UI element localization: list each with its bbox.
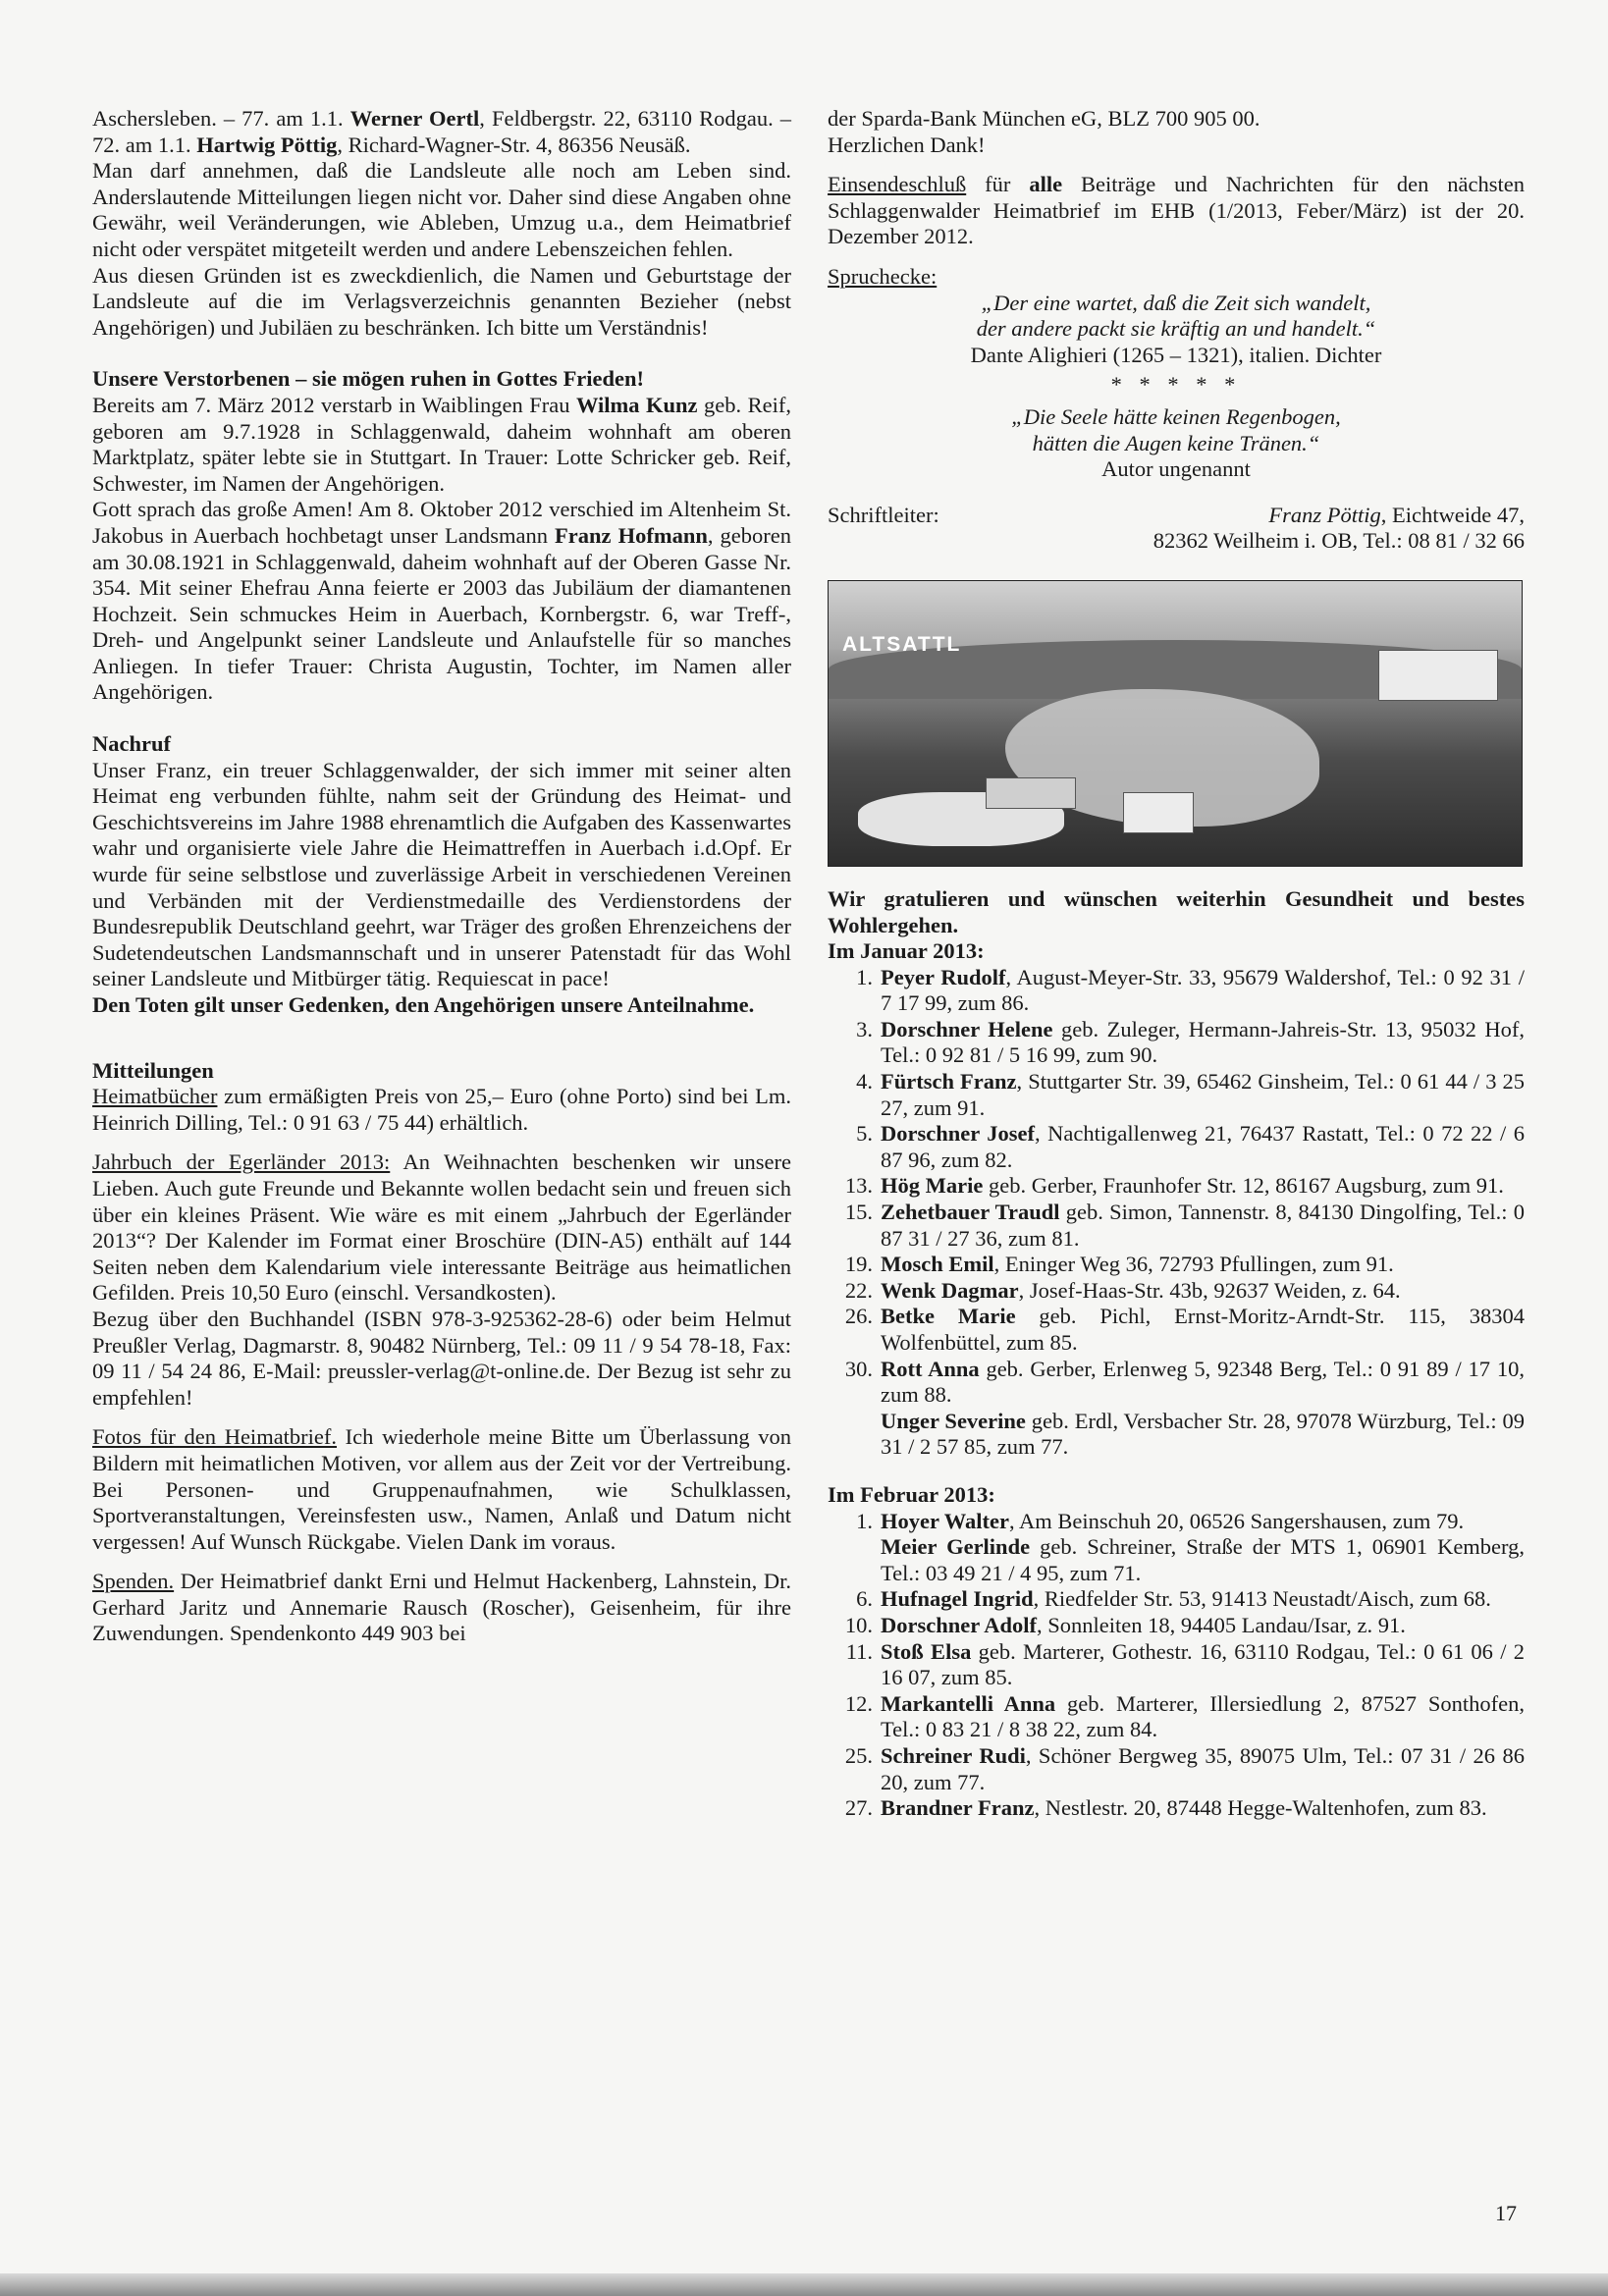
list-item: 1. Peyer Rudolf, August-Meyer-Str. 33, 95679 Waldershof, Tel.: 0 92 31 / 7 17 99, zum 86. [856, 964, 1525, 1016]
list-item: 12. Markantelli Anna geb. Marterer, Illersiedlung 2, 87527 Sonthofen, Tel.: 0 83 21 / 8 38 22, zum 84. [844, 1690, 1525, 1742]
photo-label: ALTSATTL [842, 632, 962, 656]
nachruf-text: Unser Franz, ein treuer Schlaggenwalder, der sich immer mit seiner alten Heimat eng verbunden fühlte, nahm seit der Gründung des Heimat- und Geschichtsvereins im Jahre 1988 ehrenamtlich die Aufgaben des Kassenwartes wahr und organisierte viele Jahre die Heimattreffen in Auerbach i.d.Opf. Er wurde für seine selbstlose und zuverlässige Arbeit in verschiedenen Vereinen und Verbänden mit der Verdienstmedaille des Verdienstordens der Bundesrepublik Deutschland geehrt, war Träger des großen Ehrenzeichens der Sudetendeutschen Landsmannschaft und in unserer Patenstadt für das Wohl seiner Landsleute und Mitbürger tätig. Requiescat in pace! [92, 757, 791, 991]
list-item: 5. Dorschner Josef, Nachtigallenweg 21, 76437 Rastatt, Tel.: 0 72 22 / 6 87 96, zum 82. [856, 1121, 1526, 1172]
editor-name: Franz Pöttig [1268, 502, 1381, 527]
heading-nachruf: Nachruf [92, 731, 171, 757]
notice-spenden: Spenden. Der Heimatbrief dankt Erni und Helmut Hackenberg, Lahnstein, Dr. Gerhard Jaritz und Annemarie Rausch (Roscher), Geisenheim, für ihre Zuwendungen. Spendenkonto 449 903 bei [92, 1569, 791, 1646]
person-name: Rott Anna [881, 1356, 980, 1381]
heading-january: Im Januar 2013: [828, 938, 985, 964]
notice-heimatbuecher: Heimatbücher zum ermäßigten Preis von 25,– Euro (ohne Porto) sind bei Lm. Heinrich Dilling, Tel.: 0 91 63 / 75 44) erhältlich. [92, 1084, 791, 1135]
person-name: Peyer Rudolf [881, 964, 1006, 989]
editor-block: Schriftleiter: Franz Pöttig, Eichtweide 47, 82362 Weilheim i. OB, Tel.: 08 81 / 32 66 [828, 502, 1525, 554]
person-name: Zehetbauer Traudl [881, 1200, 1060, 1225]
paragraph-reasons: Aus diesen Gründen ist es zweckdienlich, die Namen und Geburtstage der Landsleute auf die im Verlagsverzeichnis genannten Bezieher (nebst Angehörigen) und Jubiläen zu beschränken. Ich bitte um Verständnis! [92, 262, 791, 340]
obituary-franz-hofmann: Gott sprach das große Amen! Am 8. Oktober 2012 verschied im Altenheim St. Jakobus in Auerbach hochbetagt unser Landsmann Franz Hofmann, geboren am 30.08.1921 in Schlaggenwald, daheim wohnhaft auf der Oberen Gasse Nr. 354. Mit seiner Ehefrau Anna feierte er 2003 das Jubiläum der diamantenen Hochzeit. Sein schmuckes Heim in Auerbach, Kornbergstr. 6, war Treff-, Dreh- und Angelpunkt seiner Landsleute und Anlaufstelle für so manches Anliegen. In tiefer Trauer: Christa Augustin, Tochter, im Namen aller Angehörigen. [92, 497, 791, 705]
quote-dante: „Der eine wartet, daß die Zeit sich wandelt, der andere packt sie kräftig an und handelt.“ Dante Alighieri (1265 – 1321), italien. Dichter * * * * * „Die Seele hätte keinen Regenbogen, hätten die Augen keine Tränen.“ Autor ungenannt [828, 291, 1525, 483]
altsattl-photo [828, 580, 1523, 867]
person-name: Wenk Dagmar [881, 1277, 1019, 1303]
person-name: Markantelli Anna [881, 1690, 1056, 1716]
notice-jahrbuch: Jahrbuch der Egerländer 2013: An Weihnachten beschenken wir unsere Lieben. Auch gute Freunde und Bekannte wollen bedacht sein und freuen sich über ein kleines Präsent. Wie wäre es mit einem „Jahrbuch der Egerländer 2013“? Der Kalender im Format einer Broschüre (DIN-A5) enthält auf 144 Seiten neben dem Kalendarium viele interessante Beiträge aus heimatlichen Gefilden. Preis 10,50 Euro (einschl. Versandkosten). [92, 1149, 791, 1306]
right-column [828, 106, 1525, 1822]
left-column [92, 106, 791, 1647]
paragraph-birthdays-continued: Aschersleben. – 77. am 1.1. Werner Oertl, Feldbergstr. 22, 63110 Rodgau. – 72. am 1.1. Hartwig Pöttig, Richard-Wagner-Str. 4, 86356 Neusäß. [92, 106, 791, 157]
person-name: Meier Gerlinde [881, 1534, 1031, 1560]
person-name: Schreiner Rudi [881, 1742, 1026, 1768]
quote-author: Autor ungenannt [1101, 456, 1251, 482]
list-item: 27. Brandner Franz, Nestlestr. 20, 87448 Hegge-Waltenhofen, zum 83. [844, 1795, 1487, 1821]
list-item: 13. Hög Marie geb. Gerber, Fraunhofer Str. 12, 86167 Augsburg, zum 91. [844, 1173, 1504, 1199]
person-name: Fürtsch Franz [881, 1069, 1017, 1095]
person-name: Unger Severine [881, 1408, 1026, 1433]
deadline-notice: Einsendeschluß für alle Beiträge und Nachrichten für den nächsten Schlaggenwalder Heimatbrief im EHB (1/2013, Feber/März) ist der 20. Dezember 2012. [828, 172, 1525, 249]
person-name: Dorschner Josef [881, 1121, 1036, 1147]
name-werner-oertl: Werner Oertl [349, 106, 480, 131]
heading-deceased: Unsere Verstorbenen – sie mögen ruhen in Gottes Frieden! [92, 366, 645, 392]
stars-divider: * * * * * [1110, 372, 1242, 398]
list-item: 25. Schreiner Rudi, Schöner Bergweg 35, 89075 Ulm, Tel.: 07 31 / 26 86 20, zum 77. [844, 1742, 1525, 1794]
list-item: 15. Zehetbauer Traudl geb. Simon, Tannenstr. 8, 84130 Dingolfing, Tel.: 0 87 31 / 27 36, zum 81. [844, 1200, 1525, 1251]
january-birthday-list [828, 965, 1525, 1461]
list-item: 3. Dorschner Helene geb. Zuleger, Hermann-Jahreis-Str. 13, 95032 Hof, Tel.: 0 92 81 / 5 16 99, zum 90. [856, 1016, 1525, 1068]
list-item: 19. Mosch Emil, Eninger Weg 36, 72793 Pfullingen, zum 91. [844, 1252, 1394, 1277]
heading-spruchecke: Spruchecke: [828, 263, 938, 289]
list-item: 26. Betke Marie geb. Pichl, Ernst-Moritz-Arndt-Str. 115, 38304 Wolfenbüttel, zum 85. [844, 1304, 1525, 1355]
person-name: Dorschner Helene [881, 1016, 1053, 1041]
nachruf-closing: Den Toten gilt unser Gedenken, den Angehörigen unsere Anteilnahme. [92, 992, 755, 1017]
heading-february: Im Februar 2013: [828, 1481, 995, 1507]
person-name: Stoß Elsa [881, 1638, 972, 1664]
thanks-line: Herzlichen Dank! [828, 132, 986, 157]
list-item: 10. Dorschner Adolf, Sonnleiten 18, 94405 Landau/Isar, z. 91. [844, 1612, 1406, 1637]
february-birthday-list [828, 1509, 1525, 1822]
list-item: 6. Hufnagel Ingrid, Riedfelder Str. 53, 91413 Neustadt/Aisch, zum 68. [856, 1586, 1491, 1612]
quote-author: Dante Alighieri (1265 – 1321), italien. Dichter [970, 342, 1382, 367]
list-item: 4. Fürtsch Franz, Stuttgarter Str. 39, 65462 Ginsheim, Tel.: 0 61 44 / 3 25 27, zum 91. [856, 1069, 1525, 1120]
list-item: 22. Wenk Dagmar, Josef-Haas-Str. 43b, 92637 Weiden, z. 64. [844, 1277, 1401, 1303]
list-item: 11. Stoß Elsa geb. Marterer, Gothestr. 16, 63110 Rodgau, Tel.: 0 61 06 / 2 16 07, zum 85. [845, 1638, 1525, 1690]
heading-congratulations: Wir gratulieren und wünschen weiterhin Gesundheit und bestes Wohlergehen. [828, 885, 1525, 937]
paragraph-disclaimer: Man darf annehmen, daß die Landsleute alle noch am Leben sind. Anderslautende Mitteilungen liegen nicht vor. Daher sind diese Angaben ohne Gewähr, weil Veränderungen, wie Ableben, Umzug u.a., dem Heimatbrief nicht oder verspätet mitgeteilt werden und andere Lebenszeichen fehlen. [92, 158, 791, 261]
person-name: Betke Marie [881, 1304, 1016, 1329]
person-name: Hög Marie [881, 1173, 984, 1199]
scan-edge [0, 2273, 1608, 2296]
heading-mitteilungen: Mitteilungen [92, 1057, 214, 1083]
editor-label: Schriftleiter: [828, 502, 939, 527]
person-name: Hufnagel Ingrid [881, 1586, 1034, 1612]
list-item: 1. Hoyer Walter, Am Beinschuh 20, 06526 Sangershausen, zum 79. [856, 1508, 1465, 1533]
list-item: Unger Severine geb. Erdl, Versbacher Str. 28, 97078 Würzburg, Tel.: 09 31 / 2 57 85, zum 77. [881, 1408, 1525, 1460]
notice-jahrbuch-order: Bezug über den Buchhandel (ISBN 978-3-925362-28-6) oder beim Helmut Preußler Verlag, Dagmarstr. 8, 90482 Nürnberg, Tel.: 09 11 / 9 54 78-18, Fax: 09 11 / 54 24 86, E-Mail: preussler-verlag@t-online.de. Der Bezug ist sehr zu empfehlen! [92, 1306, 791, 1410]
person-name: Hoyer Walter [881, 1508, 1010, 1533]
obituary-wilma-kunz: Bereits am 7. März 2012 verstarb in Waiblingen Frau Wilma Kunz geb. Reif, geboren am 9.7.1928 in Schlaggenwald, daheim wohnhaft am oberen Marktplatz, später lebte sie in Stuttgart. In Trauer: Lotte Schricker geb. Reif, Schwester, im Namen der Angehörigen. [92, 392, 791, 496]
name-hartwig-poettig: Hartwig Pöttig [196, 132, 338, 157]
person-name: Mosch Emil [881, 1252, 994, 1277]
bank-line: der Sparda-Bank München eG, BLZ 700 905 00. [828, 106, 1260, 131]
page-number: 17 [1495, 2201, 1517, 2225]
list-item: Meier Gerlinde geb. Schreiner, Straße der MTS 1, 06901 Kemberg, Tel.: 03 49 21 / 4 95, zum 71. [881, 1534, 1526, 1585]
notice-fotos: Fotos für den Heimatbrief. Ich wiederhole meine Bitte um Überlassung von Bildern mit heimatlichen Motiven, vor allem aus der Zeit vor der Vertreibung. Bei Personen- und Gruppenaufnahmen, wie Schulklassen, Sportveranstaltungen, Vereinsfesten usw., Namen, Anlaß und Datum nicht vergessen! Auf Wunsch Rückgabe. Vielen Dank im voraus. [92, 1424, 791, 1554]
list-item: 30. Rott Anna geb. Gerber, Erlenweg 5, 92348 Berg, Tel.: 0 91 89 / 17 10, zum 88. [844, 1356, 1525, 1408]
person-name: Dorschner Adolf [881, 1612, 1037, 1637]
person-name: Brandner Franz [881, 1795, 1035, 1821]
